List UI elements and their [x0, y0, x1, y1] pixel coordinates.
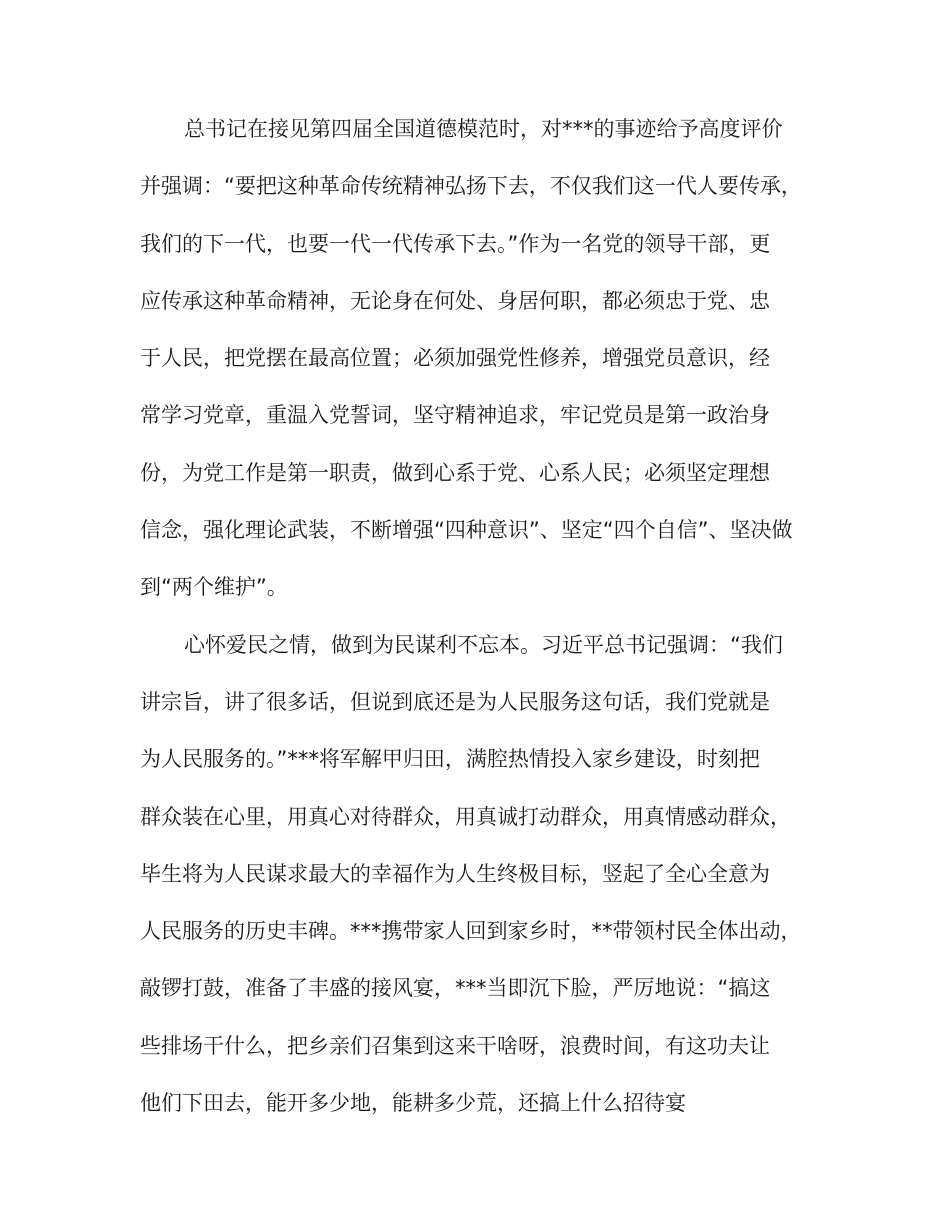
paragraph-line: 应传承这种革命精神，无论身在何处、身居何职，都必须忠于党、忠: [140, 288, 770, 313]
paragraph-line: 为人民服务的。”***将军解甲归田，满腔热情投入家乡建设，时刻把: [140, 747, 760, 772]
paragraph-line: 讲宗旨，讲了很多话，但说到底还是为人民服务这句话，我们党就是: [140, 689, 770, 714]
paragraph-line: 敲锣打鼓，准备了丰盛的接风宴，***当即沉下脸，严厉地说：“搞这: [140, 976, 771, 1001]
paragraph-line: 并强调：“要把这种革命传统精神弘扬下去，不仅我们这一代人要传承，: [140, 174, 802, 199]
paragraph-line-first: 总书记在接见第四届全国道德模范时，对***的事迹给予高度评价: [184, 117, 783, 141]
paragraph-line: 于人民，把党摆在最高位置；必须加强党性修养，增强党员意识，经: [140, 346, 770, 371]
paragraph-line: 到“两个维护”。: [140, 575, 288, 600]
paragraph-line-first: 心怀爱民之情，做到为民谋利不忘本。习近平总书记强调：“我们: [184, 632, 783, 657]
paragraph-line: 信念，强化理论武装，不断增强“四种意识”、坚定“四个自信”、坚决做: [140, 518, 793, 543]
paragraph-line: 份，为党工作是第一职责，做到心系于党、心系人民；必须坚定理想: [140, 460, 770, 485]
paragraph-line: 毕生将为人民谋求最大的幸福作为人生终极目标，竖起了全心全意为: [140, 861, 770, 886]
paragraph-line: 些排场干什么，把乡亲们召集到这来干啥呀，浪费时间，有这功夫让: [140, 1033, 770, 1058]
paragraph-line: 群众装在心里，用真心对待群众，用真诚打动群众，用真情感动群众，: [140, 804, 791, 829]
body-text: [140, 101, 840, 1132]
paragraph-line: 他们下田去，能开多少地，能耕多少荒，还搞上什么招待宴: [140, 1091, 686, 1116]
paragraph-line: 常学习党章，重温入党誓词，坚守精神追求，牢记党员是第一政治身: [140, 403, 770, 428]
paragraph-line: 我们的下一代，也要一代一代传承下去。”作为一名党的领导干部，更: [140, 231, 771, 256]
paragraph-line: 人民服务的历史丰碑。***携带家人回到家乡时，**带领村民全体出动，: [140, 919, 802, 944]
